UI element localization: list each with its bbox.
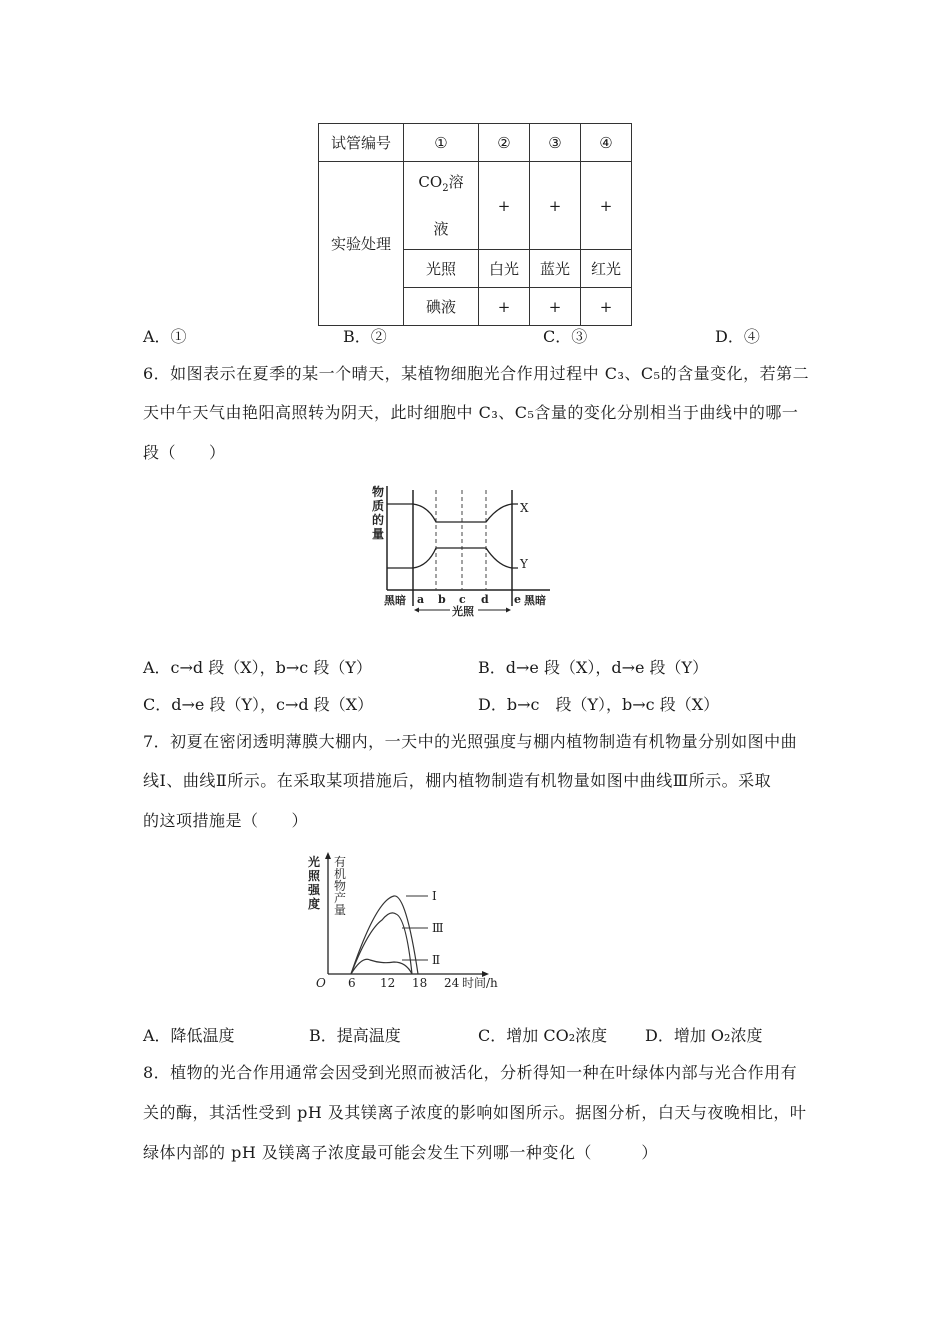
xtick-6: 6 bbox=[348, 976, 356, 990]
co2-label: $CO_2$溶 液 bbox=[404, 162, 479, 250]
ylabel-char: 物 bbox=[372, 485, 385, 499]
q7-line-2: 线Ⅰ、曲线Ⅱ所示。在采取某项措施后，棚内植物制造有机物量如图中曲线Ⅲ所示。采取 bbox=[143, 771, 772, 790]
ylabel1-char: 光 bbox=[308, 855, 321, 869]
table-header-cell: ① bbox=[404, 124, 479, 162]
light-label: 光照 bbox=[404, 250, 479, 288]
table-cell: + bbox=[581, 288, 632, 326]
origin-label: O bbox=[316, 976, 326, 990]
q6-chart bbox=[370, 482, 560, 622]
curve-label-2: Ⅱ bbox=[432, 953, 441, 967]
table-cell: 蓝光 bbox=[530, 250, 581, 288]
ylabel2-char: 物 bbox=[334, 879, 347, 893]
table-header-cell: ④ bbox=[581, 124, 632, 162]
q8-line-3: 绿体内部的 pH 及镁离子浓度最可能会发生下列哪一种变化（ ） bbox=[143, 1143, 658, 1162]
table-cell: + bbox=[581, 162, 632, 250]
q6-option-b: B．d→e 段（X），d→e 段（Y） bbox=[478, 658, 709, 677]
q6-line-1: 6．如图表示在夏季的某一个晴天，某植物细胞光合作用过程中 C₃、C₅的含量变化，若第二 bbox=[143, 364, 810, 383]
q6-line-2: 天中午天气由艳阳高照转为阴天，此时细胞中 C₃、C₅含量的变化分别相当于曲线中的哪一 bbox=[143, 403, 799, 422]
curve-label-1: Ⅰ bbox=[432, 889, 437, 903]
ylabel1-char: 照 bbox=[308, 869, 321, 883]
xtick-18: 18 bbox=[412, 976, 428, 990]
table-cell: + bbox=[530, 162, 581, 250]
q7-chart bbox=[306, 850, 506, 990]
table-cell: + bbox=[479, 288, 530, 326]
q6-option-c: C．d→e 段（Y），c→d 段（X） bbox=[143, 695, 374, 714]
curve-x-label: X bbox=[520, 501, 529, 515]
ylabel-char: 的 bbox=[372, 513, 385, 527]
table-header-cell: ③ bbox=[530, 124, 581, 162]
q5-option-d: D．④ bbox=[715, 327, 760, 346]
table-cell: 红光 bbox=[581, 250, 632, 288]
curve-y-label: Y bbox=[520, 557, 528, 571]
table-header-cell: 试管编号 bbox=[319, 124, 404, 162]
tick-b: b bbox=[438, 593, 446, 606]
q5-option-c: C．③ bbox=[543, 327, 588, 346]
table-cell: + bbox=[479, 162, 530, 250]
q7-option-a: A．降低温度 bbox=[143, 1026, 235, 1045]
tick-c: c bbox=[459, 593, 466, 606]
x-axis-label: 时间/h bbox=[462, 976, 498, 990]
curve-x bbox=[387, 504, 518, 522]
dark-right-label: 黑暗 bbox=[524, 594, 546, 607]
y-axis-arrow bbox=[325, 852, 331, 859]
curve-3 bbox=[351, 913, 412, 974]
q7-line-1: 7．初夏在密闭透明薄膜大棚内，一天中的光照强度与棚内植物制造有机物量分别如图中曲 bbox=[143, 732, 798, 751]
light-label: 光照 bbox=[452, 605, 474, 618]
row-label: 实验处理 bbox=[319, 162, 404, 326]
table-header-cell: ② bbox=[479, 124, 530, 162]
q7-option-d: D．增加 O₂浓度 bbox=[645, 1026, 763, 1045]
arrowhead-right bbox=[506, 608, 511, 613]
dark-left-label: 黑暗 bbox=[384, 594, 406, 607]
arrowhead-left bbox=[414, 608, 419, 613]
ylabel2-char: 产 bbox=[334, 891, 347, 905]
q8-line-1: 8．植物的光合作用通常会因受到光照而被活化，分析得知一种在叶绿体内部与光合作用有 bbox=[143, 1063, 798, 1082]
q7-option-b: B．提高温度 bbox=[309, 1026, 401, 1045]
ylabel2-char: 有 bbox=[334, 855, 347, 869]
q8-line-2: 关的酶，其活性受到 pH 及其镁离子浓度的影响如图所示。据图分析，白天与夜晚相比，叶 bbox=[143, 1103, 807, 1122]
experiment-table bbox=[318, 123, 632, 326]
curve-y bbox=[387, 548, 518, 568]
ylabel2-char: 量 bbox=[334, 903, 347, 917]
tick-e: e bbox=[514, 593, 521, 606]
ylabel-char: 质 bbox=[372, 499, 385, 513]
ylabel2-char: 机 bbox=[334, 867, 347, 881]
tick-a: a bbox=[417, 593, 425, 606]
curve-label-3: Ⅲ bbox=[432, 921, 444, 935]
curve-2 bbox=[351, 959, 412, 974]
q6-option-d: D．b→c 段（Y），b→c 段（X） bbox=[478, 695, 720, 714]
iodine-label: 碘液 bbox=[404, 288, 479, 326]
q5-option-a: A．① bbox=[143, 327, 187, 346]
ylabel1-char: 度 bbox=[308, 897, 321, 911]
q6-line-3: 段（ ） bbox=[143, 443, 226, 462]
q7-option-c: C．增加 CO₂浓度 bbox=[478, 1026, 608, 1045]
table-cell: 白光 bbox=[479, 250, 530, 288]
xtick-12: 12 bbox=[380, 976, 396, 990]
q5-option-b: B．② bbox=[343, 327, 387, 346]
ylabel1-char: 强 bbox=[308, 883, 321, 897]
table-cell: + bbox=[530, 288, 581, 326]
q6-option-a: A．c→d 段（X），b→c 段（Y） bbox=[143, 658, 372, 677]
q7-line-3: 的这项措施是（ ） bbox=[143, 811, 309, 830]
xtick-24: 24 bbox=[444, 976, 460, 990]
ylabel-char: 量 bbox=[372, 527, 385, 541]
tick-d: d bbox=[481, 593, 489, 606]
